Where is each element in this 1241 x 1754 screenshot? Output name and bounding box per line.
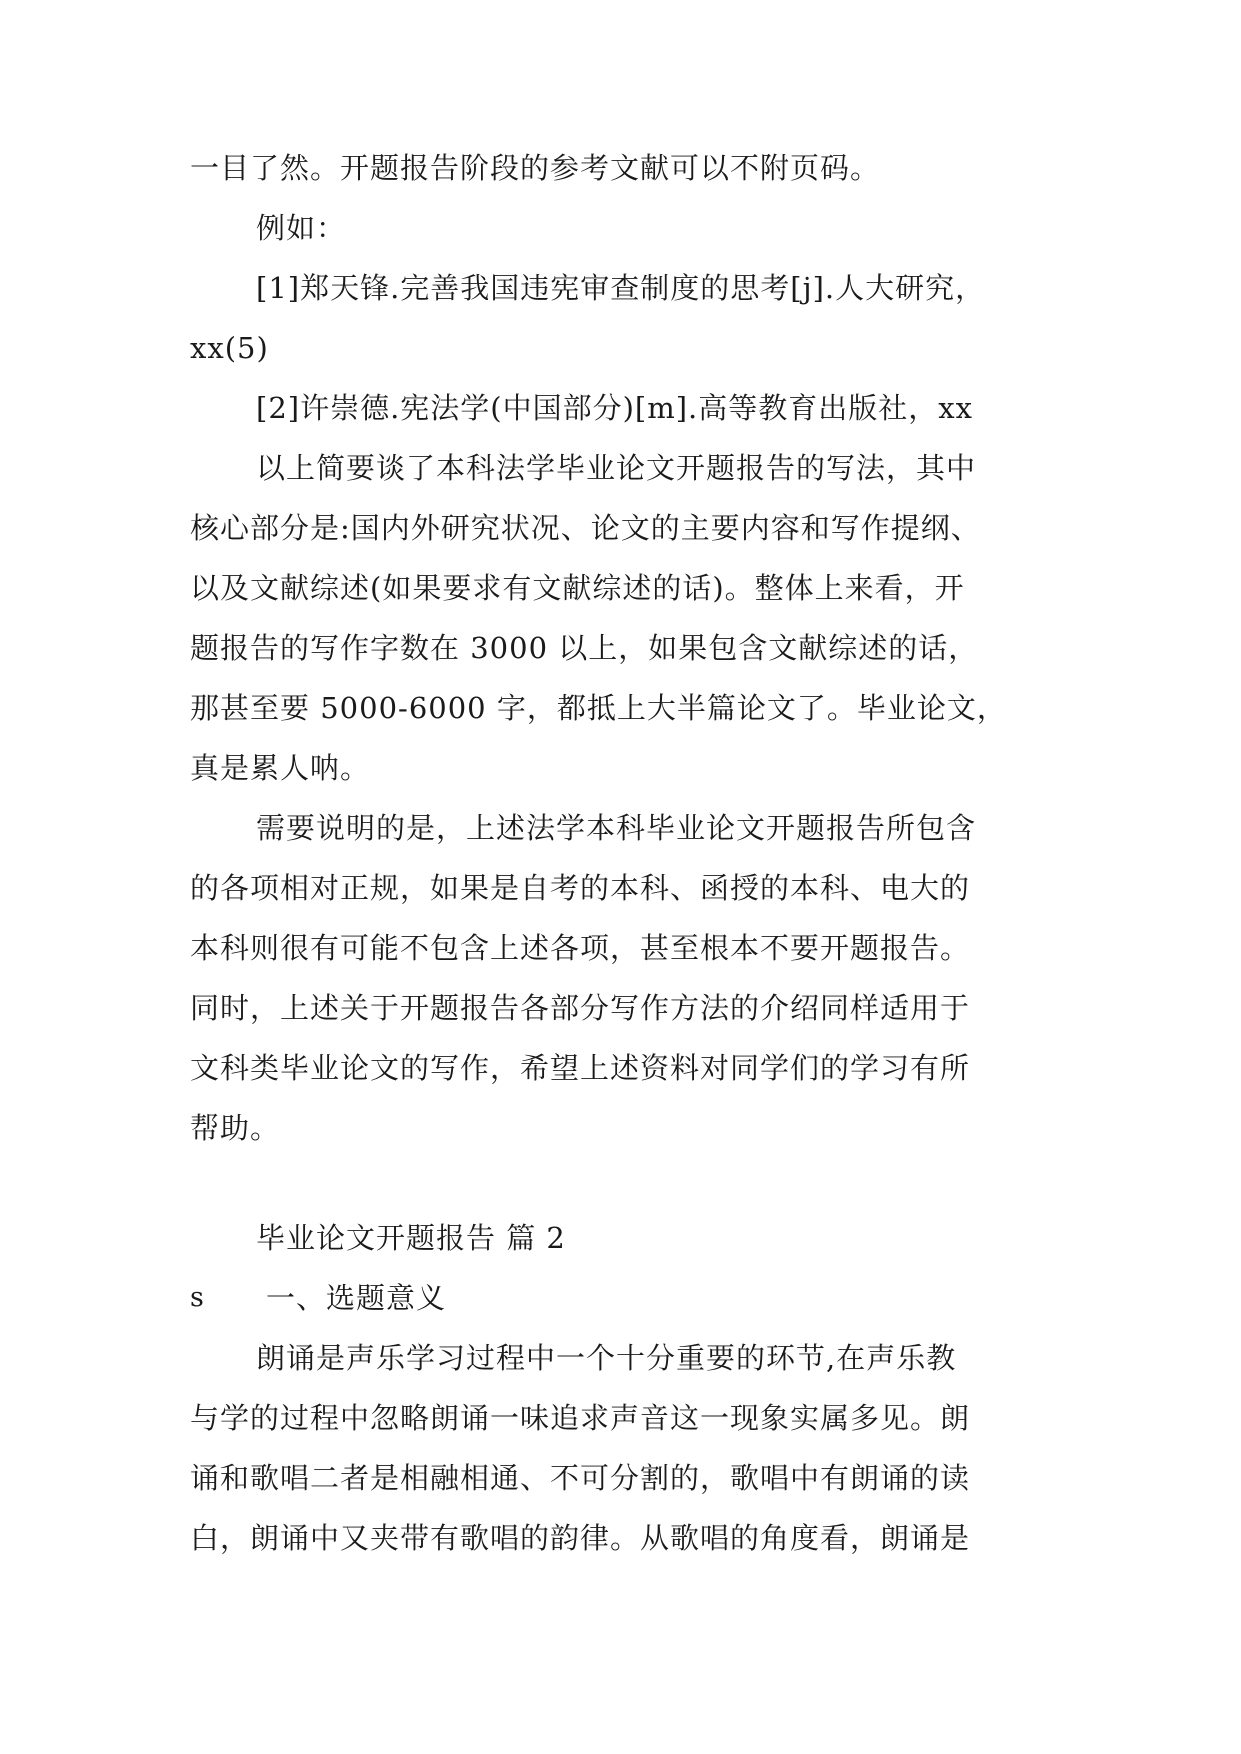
text-line: 一目了然。开题报告阶段的参考文献可以不附页码。 [190,151,881,185]
text-line: 例如： [256,211,347,245]
text-line: 以上简要谈了本科法学毕业论文开题报告的写法，其中 [256,451,977,485]
text-line: xx(5) [190,331,269,365]
text-line: 本科则很有可能不包含上述各项，甚至根本不要开题报告。 [190,931,971,965]
text-line: 朗诵是声乐学习过程中一个十分重要的环节,在声乐教 [256,1341,957,1375]
text-line: 白，朗诵中又夹带有歌唱的韵律。从歌唱的角度看，朗诵是 [190,1521,971,1555]
text-line: 与学的过程中忽略朗诵一味追求声音这一现象实属多见。朗 [190,1401,971,1435]
text-line: 文科类毕业论文的写作，希望上述资料对同学们的学习有所 [190,1051,971,1085]
stray-marker: s [190,1282,204,1313]
text-line: 的各项相对正规，如果是自考的本科、函授的本科、电大的 [190,871,971,905]
text-line: 真是累人呐。 [190,751,371,785]
text-line: 同时，上述关于开题报告各部分写作方法的介绍同样适用于 [190,991,971,1025]
subsection-heading: 一、选题意义 [266,1281,447,1315]
section-heading: 毕业论文开题报告 篇 2 [256,1221,566,1255]
reference-item: [1]郑天锋.完善我国违宪审查制度的思考[j].人大研究， [256,271,986,305]
text-line: 帮助。 [190,1111,281,1145]
text-line: 核心部分是:国内外研究状况、论文的主要内容和写作提纲、 [190,511,981,545]
text-line: 那甚至要 5000-6000 字，都抵上大半篇论文了。毕业论文， [190,691,1007,725]
text-line: 题报告的写作字数在 3000 以上，如果包含文献综述的话， [190,631,979,665]
text-line: 需要说明的是，上述法学本科毕业论文开题报告所包含 [256,811,977,845]
reference-item: [2]许崇德.宪法学(中国部分)[m].高等教育出版社，xx [256,391,973,425]
text-line: 诵和歌唱二者是相融相通、不可分割的，歌唱中有朗诵的读 [190,1461,971,1495]
text-line: 以及文献综述(如果要求有文献综述的话)。整体上来看，开 [190,571,965,605]
